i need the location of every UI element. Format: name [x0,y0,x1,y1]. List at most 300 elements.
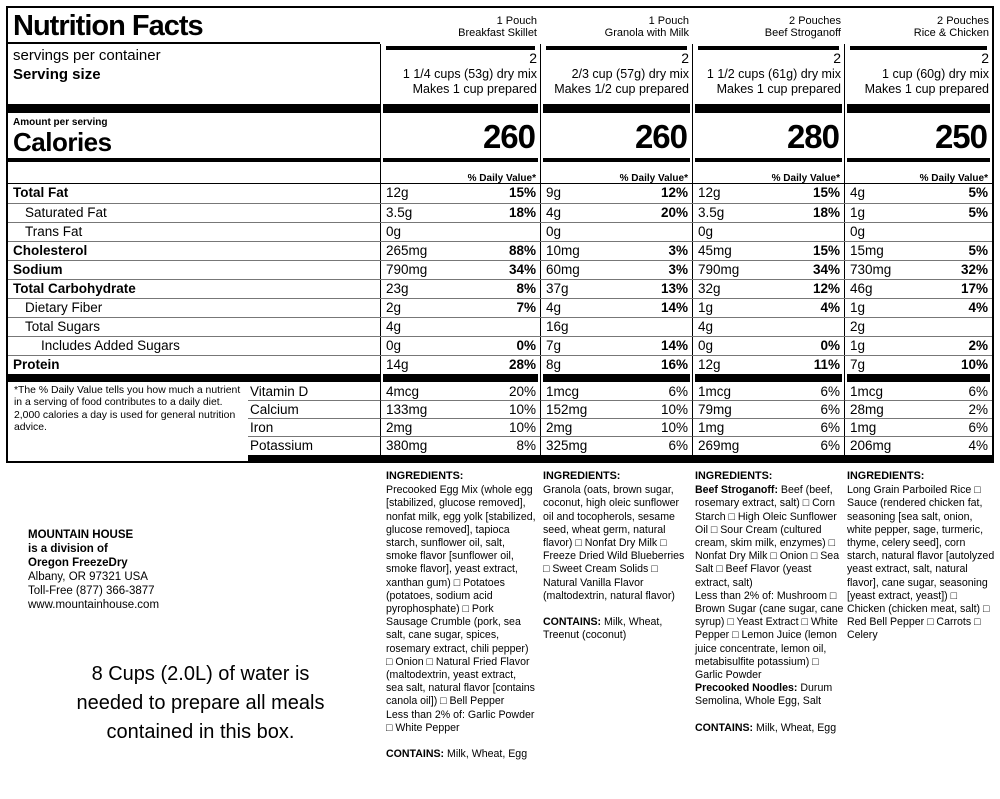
ingredient-body: Durum Semolina, Whole Egg, Salt [695,682,833,708]
amount: 12g [698,357,721,372]
daily-value: 3% [668,262,688,277]
ingredient-body: Long Grain Parboiled Rice □ Sauce (rendered chicken fat, seasoning [sea salt, onion, white pepper, sage, turmeric, thyme, celery seed], corn starch, natural flavor [autolyzed yeast extract, salt, natural flavor], cane sugar, seasoning [yeast extract, yeast]) □ Chicken (chicken meat, salt) □ Red Bell Pepper □ Carrots □ Celery [847,484,995,642]
vitamin-label: Calcium [248,401,380,419]
amount: 28mg [850,402,884,417]
daily-value: 7% [516,300,536,315]
nutrient-row [8,222,992,241]
company-division-line: is a division of [28,543,108,555]
company-website: www.mountainhouse.com [28,599,160,611]
divider-cell [8,374,380,383]
daily-value: 6% [668,438,688,453]
amount: 2mg [386,420,413,435]
amount: 206mg [850,438,892,453]
amount: 3.5g [386,205,413,220]
daily-value: 15% [812,185,840,200]
daily-value: 6% [820,384,840,399]
nutrient-cell [380,261,540,279]
amount: 10mg [546,243,580,258]
nutrient-label: Trans Fat [25,224,83,239]
divider-bar [383,104,538,113]
header-names-row [8,8,992,44]
amount: 0g [698,224,714,239]
daily-value: 3% [668,243,688,258]
nutrient-cell [844,318,992,336]
nutrient-cell [540,184,692,203]
divider-bar [383,374,538,382]
nutrient-cell [540,280,692,298]
divider-cell [844,104,992,114]
ingredients-breakfast-skillet [386,470,536,761]
ingredients-text [847,484,997,642]
amount: 4mcg [386,384,420,399]
contains-text: Milk, Wheat, Egg [444,748,528,761]
nutrient-cell [380,337,540,355]
vitamin-cell [540,437,692,455]
daily-value: 5% [968,243,988,258]
nutrient-row [8,355,992,374]
product-column-header [540,8,692,44]
ingredient-body: Less than 2% of: Garlic Powder □ White Pepper [386,708,535,734]
ingredients-heading: INGREDIENTS: [847,470,925,482]
contains-label: CONTAINS: [695,721,754,734]
nutrient-cell [540,299,692,317]
daily-value-header-row [8,163,992,184]
nutrient-label: Includes Added Sugars [41,338,180,353]
nutrient-cell [692,261,844,279]
nutrition-facts-title: Nutrition Facts [8,8,380,44]
amount: 15mg [850,243,884,258]
daily-value: 34% [508,262,536,277]
amount: 152mg [546,402,588,417]
thick-divider-row [8,104,992,114]
nutrient-row [8,298,992,317]
amount: 8g [546,357,562,372]
amount: 1g [850,338,866,353]
serving-size-label: Serving size [13,66,101,83]
amount: 265mg [386,243,428,258]
ingredients-text [695,682,845,708]
calories-value: 260 [380,114,540,160]
amount: 0g [386,224,402,239]
amount: 1mg [850,420,877,435]
amount: 4g [698,319,714,334]
contains-label: CONTAINS: [386,748,445,761]
vitamin-cell [540,383,692,401]
divider-bar [695,374,842,382]
vitamin-cell [380,401,540,419]
amount: 14g [386,357,409,372]
amount: 269mg [698,438,740,453]
amount: 3.5g [698,205,725,220]
daily-value: 18% [508,205,536,220]
amount: 2g [850,319,866,334]
ingredients-heading: INGREDIENTS: [386,470,464,482]
calories-value: 250 [844,114,992,160]
divider-bar [383,158,538,162]
divider-bar [8,374,380,382]
daily-value: 6% [668,384,688,399]
makes-value: Makes 1 cup prepared [864,82,989,96]
nutrient-label: Total Fat [13,185,69,200]
nutrient-cell [844,242,992,260]
company-address: Albany, OR 97321 USA [28,571,148,583]
daily-value: 5% [968,205,988,220]
nutrient-cell [692,184,844,203]
amount: 0g [546,224,562,239]
product-name: Rice & Chicken [913,27,989,39]
divider-bar [543,374,690,382]
nutrient-row [8,336,992,355]
daily-value: 2% [968,338,988,353]
calories-value: 280 [692,114,844,160]
nutrient-cell [540,204,692,222]
daily-value-label: % Daily Value* [540,163,692,188]
divider-cell [540,374,692,383]
amount: 790mg [386,262,428,277]
amount-per-serving-label: Amount per serving [13,117,108,128]
vitamin-cell [380,419,540,437]
vitamin-cell [692,419,844,437]
amount: 12g [386,185,409,200]
pouch-count: 2 Pouches [937,15,989,27]
amount: 1mcg [850,384,884,399]
daily-value: 2% [968,402,988,417]
pouch-count: 1 Pouch [648,15,689,27]
nutrition-facts-panel [6,6,994,463]
makes-value: Makes 1 cup prepared [716,82,841,96]
daily-value: 10% [660,420,688,435]
vitamin-cell [692,401,844,419]
servings-per-container-label: servings per container [13,47,161,64]
amount: 0g [850,224,866,239]
nutrient-cell [844,223,992,241]
divider-cell [380,374,540,383]
ingredient-lead: Precooked Noodles: [695,682,798,695]
nutrient-cell [380,299,540,317]
ingredient-lead: Beef Stroganoff: [695,484,778,497]
calories-labels [8,114,380,160]
amount: 37g [546,281,569,296]
vitamin-cell [844,419,992,437]
contains-line [543,616,690,642]
water-note-line: contained in this box. [106,721,295,743]
nutrient-cell [380,242,540,260]
nutrient-cell [844,337,992,355]
daily-value-label: % Daily Value* [844,163,992,188]
amount: 0g [698,338,714,353]
ingredients-text [695,484,845,590]
nutrient-cell [540,261,692,279]
nutrient-cell [844,356,992,374]
nutrient-label: Total Sugars [25,319,101,334]
water-note-line: needed to prepare all meals [76,692,325,714]
daily-value: 14% [660,338,688,353]
contains-text: Milk, Wheat, Egg [753,721,837,734]
divider-bar [8,158,380,162]
divider-bar [695,104,842,113]
header-serving-row [8,44,992,104]
amount: 133mg [386,402,428,417]
serving-size-value: 1 1/4 cups (53g) dry mix [402,67,537,81]
bottom-bar [248,455,992,461]
daily-value: 6% [820,420,840,435]
amount: 46g [850,281,873,296]
nutrient-row [8,317,992,336]
daily-value: 4% [820,300,840,315]
nutrient-cell [692,356,844,374]
amount: 79mg [698,402,732,417]
water-note-line: 8 Cups (2.0L) of water is [91,663,310,685]
company-name: MOUNTAIN HOUSE [28,529,134,541]
amount: 1mcg [698,384,732,399]
vitamin-label: Vitamin D [248,383,380,401]
daily-value: 6% [820,438,840,453]
product-name: Beef Stroganoff [764,27,841,39]
pouch-count: 1 Pouch [496,15,537,27]
daily-value-footnote: *The % Daily Value tells you how much a nutrient in a serving of food contributes to a daily diet. 2,000 calories a day is used for general nutrition advice. [14,385,241,434]
servings-count: 2 [681,50,689,66]
nutrient-cell [844,280,992,298]
vitamin-cell [540,401,692,419]
nutrient-row [8,279,992,298]
ingredients-text [695,590,845,682]
amount: 0g [386,338,402,353]
divider-cell [540,104,692,114]
amount: 4g [546,205,562,220]
vitamin-cell [844,437,992,455]
divider-cell [380,104,540,114]
serving-size-value: 1 cup (60g) dry mix [882,67,989,81]
amount: 1g [850,205,866,220]
daily-value-label: % Daily Value* [380,163,540,188]
vitamin-cell [692,383,844,401]
calories-value: 260 [540,114,692,160]
nutrient-cell [692,242,844,260]
contains-line [386,748,536,761]
ingredients-text [543,484,690,603]
daily-value: 6% [968,384,988,399]
amount: 1mcg [546,384,580,399]
ingredients-rice-chicken [847,470,997,643]
amount: 7g [546,338,562,353]
daily-value: 17% [960,281,988,296]
daily-value: 11% [813,357,840,372]
servings-count: 2 [981,50,989,66]
nutrient-cell [380,223,540,241]
daily-value: 15% [508,185,536,200]
pouch-count: 2 Pouches [789,15,841,27]
amount: 4g [546,300,562,315]
water-preparation-note [28,660,373,747]
daily-value: 12% [812,281,840,296]
nutrient-row [8,184,992,203]
divider-cell [692,104,844,114]
vitamin-cell [380,437,540,455]
daily-value: 28% [508,357,536,372]
nutrient-cell [540,223,692,241]
nutrient-cell [692,204,844,222]
divider-bar [8,104,380,113]
serving-labels [8,44,380,104]
ingredient-body: Beef (beef, rosemary extract, salt) □ Corn Starch □ High Oleic Sunflower Oil □ Sour Cream (cultured cream, skim milk, enzymes) □ Nonfat Dry Milk □ Onion □ Sea Salt □ Beef Flavor (yeast extract, salt) [695,484,840,589]
nutrient-row [8,203,992,222]
divider-bar [847,104,990,113]
amount: 4g [386,319,402,334]
nutrient-label: Saturated Fat [25,205,107,220]
amount: 1mg [698,420,725,435]
daily-value: 8% [516,281,536,296]
company-parent: Oregon FreezeDry [28,557,128,569]
serving-cell [692,44,844,104]
nutrient-cell [692,299,844,317]
daily-value: 15% [812,243,840,258]
vitamin-cell [844,401,992,419]
amount: 730mg [850,262,892,277]
footnote-spacer [8,437,248,455]
vitamin-cell [380,383,540,401]
daily-value: 13% [660,281,688,296]
amount: 2g [386,300,402,315]
makes-value: Makes 1/2 cup prepared [554,82,689,96]
vitamin-row [8,437,992,455]
divider-bar [543,104,690,113]
ingredients-beef-stroganoff [695,470,845,735]
ingredient-body: Less than 2% of: Mushroom □ Brown Sugar (cane sugar, cane syrup) □ Yeast Extract □ White Pepper □ Lemon Juice (lemon juice concentrate, lemon oil, metabisulfite potassium) □ Garlic Powder [695,589,844,682]
amount: 4g [850,185,866,200]
ingredients-heading: INGREDIENTS: [543,470,621,482]
amount: 2mg [546,420,573,435]
nutrient-cell [692,318,844,336]
nutrient-cell [380,356,540,374]
divider-cell [8,104,380,114]
nutrient-cell [844,184,992,203]
amount: 45mg [698,243,732,258]
daily-value: 20% [660,205,688,220]
ingredients-text [386,484,536,708]
nutrient-label: Sodium [13,262,63,277]
servings-count: 2 [529,50,537,66]
daily-value: 12% [660,185,688,200]
contains-line [695,722,845,735]
nutrient-cell [540,356,692,374]
thick-divider-row [8,374,992,383]
nutrient-row [8,260,992,279]
nutrient-cell [540,318,692,336]
divider-cell [692,374,844,383]
divider-cell [844,374,992,383]
daily-value: 0% [820,338,840,353]
nutrient-cell [692,337,844,355]
ingredient-body: Precooked Egg Mix (whole egg [stabilized, glucose removed], nonfat milk, egg yolk [stabilized, glucose removed], tapioca starch, sunflower oil, salt, smoke flavor [sunflower oil, smoke flavor], yeast extract, xanthan gum) □ Potatoes (potatoes, sodium acid pyrophosphate) □ Pork Sausage Crumble (pork, sea salt, cane sugar, spices, rosemary extract, chili pepper) □ Onion □ Natural Fried Flavor (maltodextrin, yeast extract, sea salt, natural flavor [contains canola oil]) □ Bell Pepper [386,484,536,708]
serving-cell [540,44,692,104]
daily-value: 20% [508,384,536,399]
daily-value: 6% [820,402,840,417]
nutrient-cell [844,261,992,279]
daily-value: 4% [968,300,988,315]
amount: 325mg [546,438,588,453]
calories-label: Calories [13,127,112,157]
amount: 16g [546,319,569,334]
divider-bar [847,158,990,162]
divider-bar [847,374,990,382]
vitamin-cell [692,437,844,455]
daily-value: 10% [508,402,536,417]
daily-value: 6% [968,420,988,435]
daily-value: 14% [660,300,688,315]
contains-text: Milk, Wheat, Treenut (coconut) [543,616,663,642]
daily-value: 10% [960,357,988,372]
daily-value: 34% [812,262,840,277]
amount: 9g [546,185,562,200]
nutrient-table [8,184,992,374]
serving-size-value: 1 1/2 cups (61g) dry mix [706,67,841,81]
ingredient-body: Granola (oats, brown sugar, coconut, high oleic sunflower oil and tocopherols, sesame seed, wheat germ, natural flavor) □ Nonfat Dry Milk □ Freeze Dried Wild Blueberries □ Sweet Cream Solids □ Natural Vanilla Flavor (maltodextrin, natural flavor) [543,484,685,602]
vitamin-cell [844,383,992,401]
product-name: Breakfast Skillet [458,27,537,39]
daily-value: 10% [508,420,536,435]
amount: 1g [850,300,866,315]
nutrient-cell [692,280,844,298]
nutrient-cell [380,318,540,336]
vitamin-label: Iron [248,419,380,437]
nutrient-cell [844,204,992,222]
amount: 1g [698,300,714,315]
nutrient-cell [844,299,992,317]
daily-value: 16% [660,357,688,372]
nutrient-label: Total Carbohydrate [13,281,136,296]
daily-value: 4% [968,438,988,453]
daily-value: 88% [508,243,536,258]
divider-bar [695,158,842,162]
product-column-header [692,8,844,44]
serving-size-value: 2/3 cup (57g) dry mix [571,67,689,81]
nutrient-cell [380,204,540,222]
nutrient-cell [540,337,692,355]
divider-bar [543,158,690,162]
nutrient-cell [692,223,844,241]
contains-label: CONTAINS: [543,616,602,629]
ingredients-granola-with-milk [543,470,690,642]
ingredients-text [386,709,536,735]
company-phone: Toll-Free (877) 366-3877 [28,585,155,597]
daily-value: 18% [812,205,840,220]
nutrient-label: Dietary Fiber [25,300,103,315]
ingredients-heading: INGREDIENTS: [695,470,773,482]
vitamins-section [8,383,992,461]
nutrient-cell [540,242,692,260]
daily-value: 10% [660,402,688,417]
amount: 12g [698,185,721,200]
daily-value: 8% [516,438,536,453]
daily-value: 32% [960,262,988,277]
amount: 380mg [386,438,428,453]
serving-cell [380,44,540,104]
amount: 790mg [698,262,740,277]
amount: 32g [698,281,721,296]
nutrient-label: Protein [13,357,60,372]
amount: 7g [850,357,866,372]
product-name: Granola with Milk [604,27,689,39]
servings-count: 2 [833,50,841,66]
product-column-header [380,8,540,44]
nutrient-row [8,241,992,260]
calories-row [8,114,992,158]
vitamin-label: Potassium [250,438,314,453]
daily-value-label: % Daily Value* [692,163,844,188]
nutrient-cell [380,280,540,298]
serving-cell [844,44,992,104]
nutrient-label: Cholesterol [13,243,88,258]
